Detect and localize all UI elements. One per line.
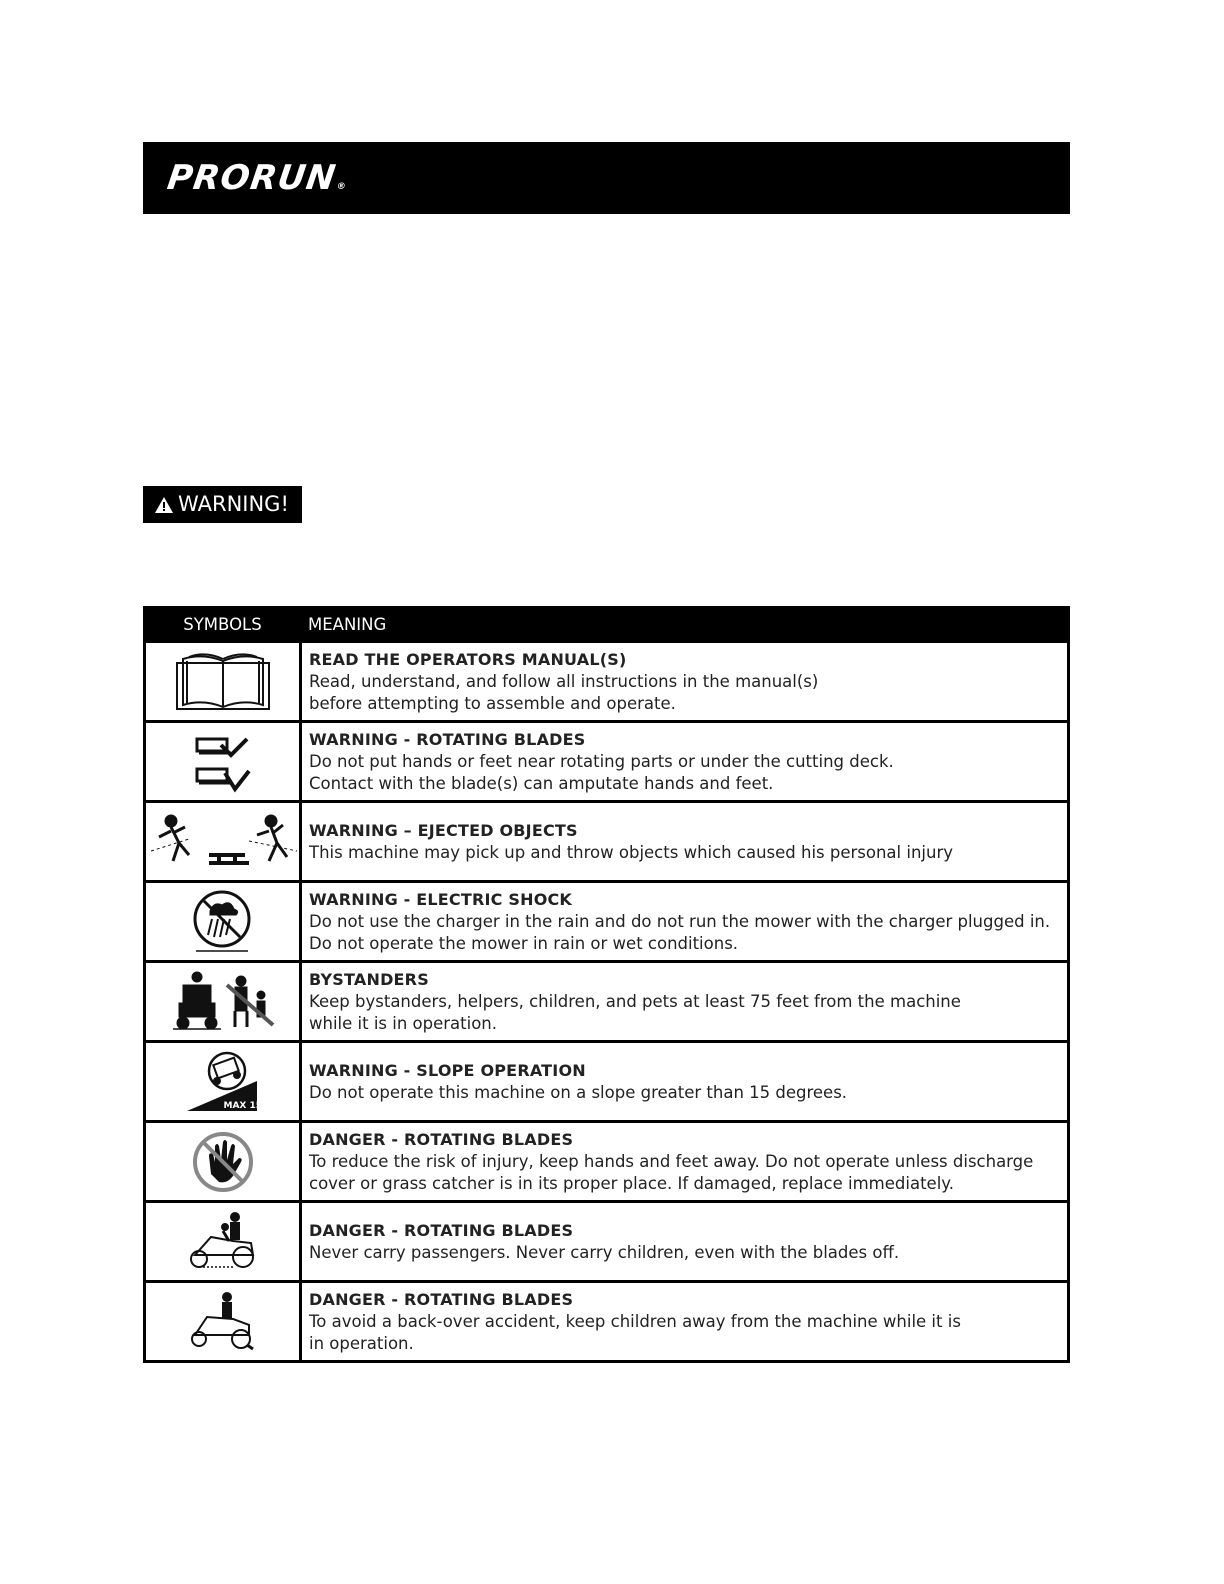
bystanders-icon: [146, 971, 299, 1033]
table-row: [145, 962, 1069, 1042]
ejected-objects-icon: [146, 811, 299, 873]
back-over-icon: [146, 1291, 299, 1353]
table-row: [145, 882, 1069, 962]
row-description: Do not use the charger in the rain and do not run the mower with the charger plugged in. Do not operate the mower in rain or wet conditions.: [309, 911, 1051, 953]
row-title: BYSTANDERS: [309, 969, 429, 989]
no-hand-icon: [146, 1130, 299, 1194]
row-title: WARNING – EJECTED OBJECTS: [309, 820, 578, 840]
table-row: [145, 642, 1069, 722]
slope-label: MAX 15°: [222, 1100, 267, 1111]
row-title: DANGER - ROTATING BLADES: [309, 1289, 574, 1309]
table-row: [145, 1202, 1069, 1282]
table-row: [145, 1122, 1069, 1202]
slope-max-icon: [146, 1051, 299, 1113]
safety-symbols-table: [143, 606, 1070, 1363]
no-rain-icon: [146, 889, 299, 955]
header-banner: [143, 142, 1070, 214]
table-row: [145, 722, 1069, 802]
table-row: [145, 802, 1069, 882]
column-header-meaning: MEANING: [301, 608, 1069, 642]
row-title: DANGER - ROTATING BLADES: [309, 1220, 574, 1240]
row-description: Do not operate this machine on a slope greater than 15 degrees.: [309, 1082, 848, 1102]
row-description: Never carry passengers. Never carry children, even with the blades off.: [309, 1242, 900, 1262]
row-description: To avoid a back-over accident, keep children away from the machine while it is in operation.: [309, 1311, 961, 1353]
warning-badge: WARNING!: [143, 486, 302, 523]
column-header-symbols: SYMBOLS: [145, 608, 301, 642]
row-title: READ THE OPERATORS MANUAL(S): [309, 649, 627, 669]
row-description: Keep bystanders, helpers, children, and pets at least 75 feet from the machine while it is in operation.: [309, 991, 961, 1033]
row-description: Read, understand, and follow all instructions in the manual(s) before attempting to assemble and operate.: [309, 671, 819, 713]
brand-logo: PRORUN®: [164, 158, 348, 198]
book-icon: [146, 651, 299, 713]
table-header: [145, 608, 1069, 642]
row-title: WARNING - ROTATING BLADES: [309, 729, 586, 749]
row-title: WARNING - ELECTRIC SHOCK: [309, 889, 573, 909]
warning-triangle-icon: [154, 496, 174, 514]
rotating-blade-hand-foot-icon: [146, 731, 299, 793]
no-passengers-icon: [146, 1211, 299, 1273]
row-description: This machine may pick up and throw objects which caused his personal injury: [309, 842, 953, 862]
row-description: Do not put hands or feet near rotating parts or under the cutting deck. Contact with the blade(s) can amputate hands and feet.: [309, 751, 894, 793]
row-title: DANGER - ROTATING BLADES: [309, 1129, 574, 1149]
table-row: [145, 1042, 1069, 1122]
row-description: To reduce the risk of injury, keep hands and feet away. Do not operate unless discharge cover or grass catcher is in its proper place. If damaged, replace immediately.: [309, 1151, 1034, 1193]
row-title: WARNING - SLOPE OPERATION: [309, 1060, 586, 1080]
table-row: [145, 1282, 1069, 1362]
